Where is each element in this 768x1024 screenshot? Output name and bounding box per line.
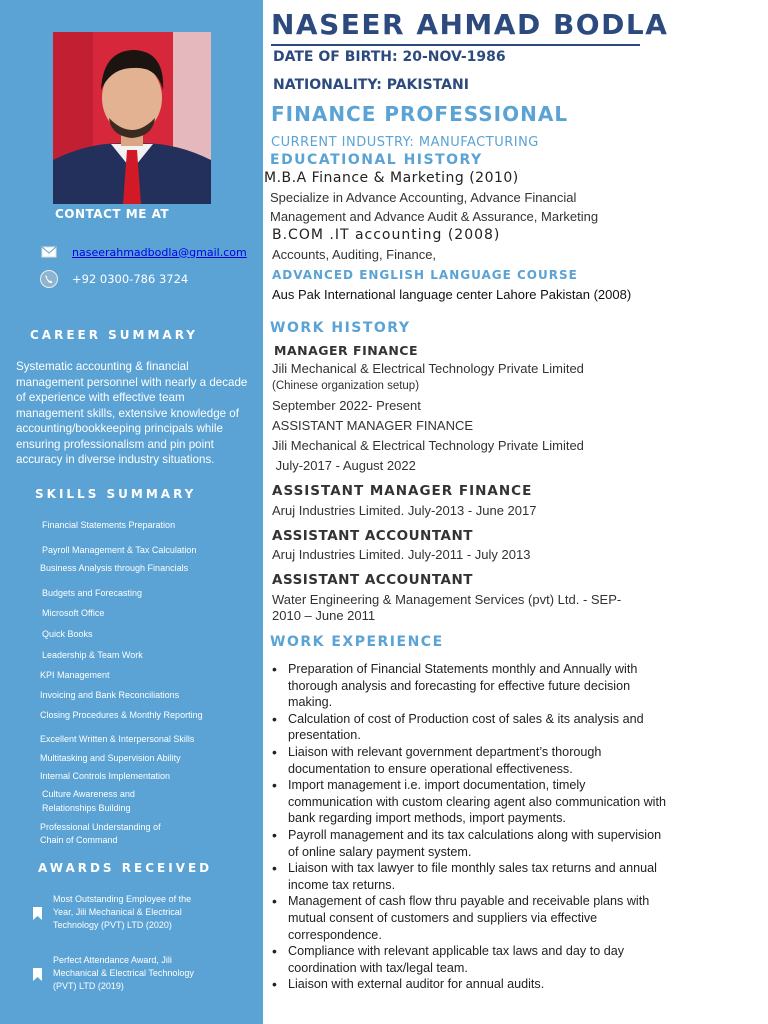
job-description-line: Water Engineering & Management Services (pvt) Ltd. - SEP- — [272, 592, 622, 607]
skills-summary-heading: SKILLS SUMMARY — [35, 487, 197, 501]
skill-item: Quick Books — [42, 629, 93, 639]
list-item: • Liaison with tax lawyer to file monthly sales tax returns and annual income tax returns. — [272, 860, 672, 893]
list-item: • Management of cash flow thru payable and receivable plans with mutual consent of customers and suppliers via effective correspondence. — [272, 893, 672, 943]
work-history-heading: WORK HISTORY — [270, 320, 411, 336]
current-industry: CURRENT INDUSTRY: MANUFACTURING — [271, 135, 539, 150]
skill-item: Excellent Written & Interpersonal Skills — [40, 734, 195, 744]
nationality: NATIONALITY: PAKISTANI — [273, 77, 469, 93]
list-item: • Compliance with relevant applicable tax laws and day to day coordination with tax/legal team. — [272, 943, 672, 976]
skill-item: Chain of Command — [40, 835, 118, 845]
list-item: • Import management i.e. import documentation, timely communication with custom clearing agent also communication with bank regarding import methods, import payments. — [272, 777, 672, 827]
job-description-line: 2010 – June 2011 — [272, 608, 376, 623]
job-period: September 2022- Present — [272, 398, 421, 413]
english-course-title: ADVANCED ENGLISH LANGUAGE COURSE — [272, 268, 578, 282]
job-description: Aruj Industries Limited. July-2011 - July 2013 — [272, 547, 531, 562]
skill-item: Relationships Building — [42, 803, 131, 813]
list-item: • Calculation of cost of Production cost of sales & its analysis and presentation. — [272, 711, 672, 744]
skill-item: Professional Understanding of — [40, 822, 161, 832]
date-of-birth: DATE OF BIRTH: 20-NOV-1986 — [273, 49, 506, 65]
skill-item: KPI Management — [40, 670, 110, 680]
skill-item: Payroll Management & Tax Calculation — [42, 545, 197, 555]
job-title: ASSISTANT MANAGER FINANCE — [272, 418, 474, 433]
list-item: • Preparation of Financial Statements monthly and Annually with thorough analysis and forecasting for effective future decision making. — [272, 661, 672, 711]
contact-heading: CONTACT ME AT — [55, 207, 170, 221]
awards-heading: AWARDS RECEIVED — [38, 861, 213, 875]
skill-item: Microsoft Office — [42, 608, 105, 618]
job-title: MANAGER FINANCE — [274, 343, 419, 358]
job-company: Jili Mechanical & Electrical Technology Private Limited — [272, 438, 584, 453]
bcom-description: Accounts, Auditing, Finance, — [272, 247, 437, 262]
job-title: ASSISTANT ACCOUNTANT — [272, 572, 473, 588]
work-experience-list — [272, 661, 672, 993]
skill-item: Invoicing and Bank Reconciliations — [40, 690, 180, 700]
skill-item: Financial Statements Preparation — [42, 520, 176, 530]
skill-item: Closing Procedures & Monthly Reporting — [40, 710, 203, 720]
skill-item: Internal Controls Implementation — [40, 771, 171, 781]
name-underline — [271, 44, 640, 46]
skill-item: Culture Awareness and — [42, 789, 135, 799]
list-item: • Liaison with relevant government department’s thorough documentation to ensure operational effectiveness. — [272, 744, 672, 777]
mba-title: M.B.A Finance & Marketing (2010) — [264, 170, 519, 186]
profession-title: FINANCE PROFESSIONAL — [271, 102, 569, 126]
skill-item: Leadership & Team Work — [42, 650, 143, 660]
email-link[interactable]: naseerahmadbodla@gmail.com — [72, 245, 247, 259]
skill-item: Business Analysis through Financials — [40, 563, 189, 573]
skill-item: Multitasking and Supervision Ability — [40, 753, 181, 763]
education-heading: EDUCATIONAL HISTORY — [270, 152, 483, 168]
job-company: Jili Mechanical & Electrical Technology Private Limited — [272, 361, 584, 376]
english-course-description: Aus Pak International language center Lahore Pakistan (2008) — [272, 287, 632, 302]
candidate-name: NASEER AHMAD BODLA — [271, 8, 669, 41]
list-item: • Payroll management and its tax calculations along with supervision of online salary payment system. — [272, 827, 672, 860]
work-experience-heading: WORK EXPERIENCE — [270, 634, 444, 650]
career-summary-text: Systematic accounting & financial management personnel with nearly a decade of experience with effective team management skills, extensive knowledge of accounting/bookkeeping principals while ensuring professionalism and pin point accuracy in diverse industry situations. — [16, 360, 248, 466]
mba-description-line: Management and Advance Audit & Assurance, Marketing — [270, 209, 599, 224]
job-period: July-2017 - August 2022 — [272, 458, 416, 473]
award-item: Perfect Attendance Award, Jili Mechanical & Electrical Technology (PVT) LTD (2019) — [53, 955, 194, 991]
award-item: Most Outstanding Employee of the Year, Jili Mechanical & Electrical Technology (PVT) LTD (2020) — [53, 894, 192, 930]
mba-description-line: Specialize in Advance Accounting, Advance Financial — [270, 190, 577, 205]
skill-item: Budgets and Forecasting — [42, 588, 143, 598]
phone-number: +92 0300-786 3724 — [72, 272, 189, 286]
bcom-title: B.COM .IT accounting (2008) — [272, 227, 501, 243]
job-description: Aruj Industries Limited. July-2013 - June 2017 — [272, 503, 537, 518]
job-title: ASSISTANT ACCOUNTANT — [272, 528, 473, 544]
list-item: • Liaison with external auditor for annual audits. — [272, 976, 672, 993]
job-note: (Chinese organization setup) — [272, 380, 420, 392]
job-title: ASSISTANT MANAGER FINANCE — [272, 483, 533, 499]
career-summary-heading: CAREER SUMMARY — [30, 328, 198, 342]
